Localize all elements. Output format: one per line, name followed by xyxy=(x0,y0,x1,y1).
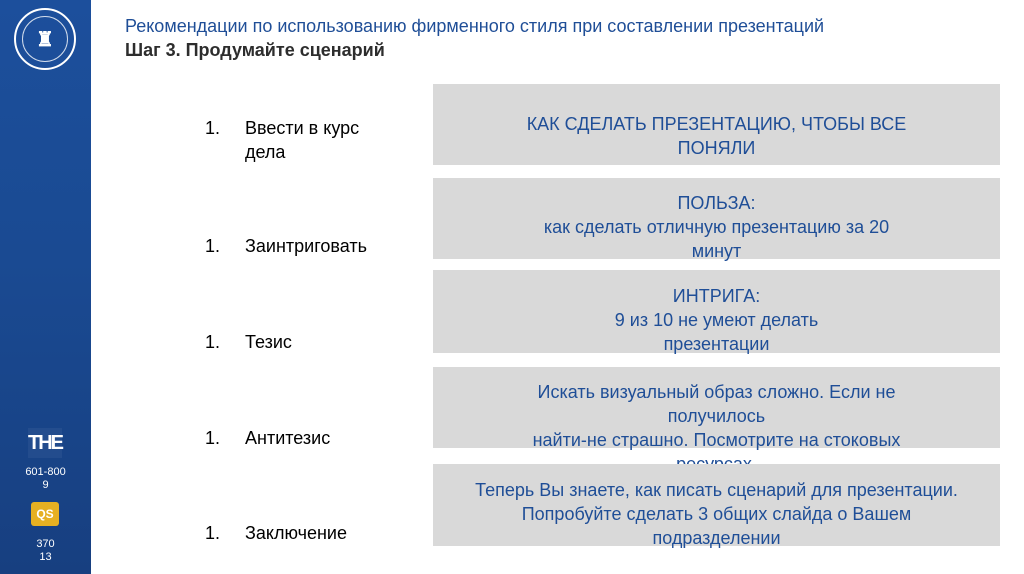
step-label: Ввести в курс дела xyxy=(245,118,360,162)
box-line: презентации xyxy=(663,334,770,354)
step-item xyxy=(205,521,395,545)
box-line: Искать визуальный образ сложно. Если не xyxy=(537,382,896,402)
qs-ranking-range: 370 xyxy=(36,538,55,550)
page-subtitle: Шаг 3. Продумайте сценарий xyxy=(125,40,385,60)
step-label: Тезис xyxy=(245,332,292,352)
qs-ranking-logo: QS xyxy=(31,502,59,526)
scenario-box-conclusion xyxy=(433,464,1000,546)
box-line: как сделать отличную презентацию за 20 xyxy=(543,217,890,237)
step-number: 1. xyxy=(205,428,221,448)
box-line: Попробуйте сделать 3 общих слайда о Вашем xyxy=(521,504,912,524)
step-label: Антитезис xyxy=(245,428,331,448)
scenario-box-thesis xyxy=(433,367,1000,448)
scenario-box-intrigue xyxy=(433,270,1000,353)
page-title: Рекомендации по использованию фирменного стиля при составлении презентаций xyxy=(125,16,825,36)
box-line: найти-не страшно. Посмотрите на стоковых xyxy=(532,430,901,450)
qs-ranking-place: 13 xyxy=(39,551,52,563)
griffin-emblem-icon: ♜ xyxy=(22,16,68,62)
box-line: ИНТРИГА: xyxy=(672,286,761,306)
step-item xyxy=(205,116,395,164)
the-ranking-range: 601-800 xyxy=(25,466,66,478)
box-line: получилось xyxy=(667,406,766,426)
box-line: ПОЛЬЗА: xyxy=(677,193,756,213)
step-number: 1. xyxy=(205,118,221,138)
the-ranking-logo: THE xyxy=(28,428,62,458)
box-line: КАК СДЕЛАТЬ ПРЕЗЕНТАЦИЮ, ЧТОБЫ ВСЕ xyxy=(526,114,907,134)
box-line: Теперь Вы знаете, как писать сценарий для презентации. xyxy=(475,480,958,500)
sidebar xyxy=(0,0,91,574)
step-number: 1. xyxy=(205,332,221,352)
box-line: подразделении xyxy=(652,528,781,548)
step-item xyxy=(205,234,395,258)
step-number: 1. xyxy=(205,523,221,543)
step-number: 1. xyxy=(205,236,221,256)
university-logo xyxy=(14,8,76,70)
scenario-box-benefit xyxy=(433,178,1000,259)
step-label: Заключение xyxy=(245,523,347,543)
the-ranking-place: 9 xyxy=(42,479,49,491)
step-item xyxy=(205,330,395,354)
step-label: Заинтриговать xyxy=(245,236,367,256)
step-item xyxy=(205,426,395,450)
box-line: 9 из 10 не умеют делать xyxy=(614,310,819,330)
box-line: ПОНЯЛИ xyxy=(677,138,756,158)
box-line: минут xyxy=(691,241,742,261)
scenario-box-intro xyxy=(433,84,1000,165)
